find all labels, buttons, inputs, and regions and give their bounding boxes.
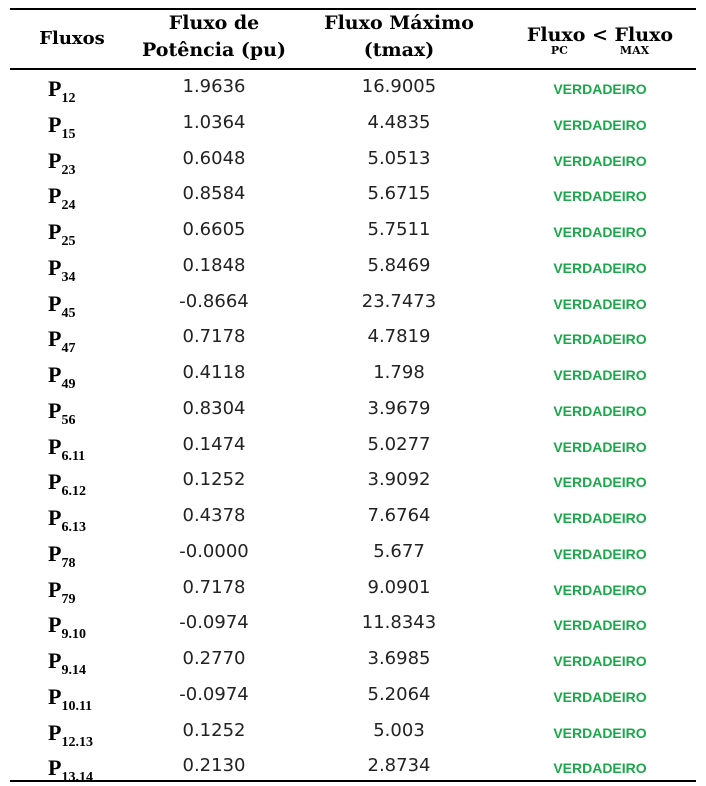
flow-label bbox=[48, 684, 92, 715]
max-flow-value: 9.0901 bbox=[367, 576, 431, 598]
flow-label bbox=[48, 469, 86, 500]
max-flow-value: 4.7819 bbox=[367, 326, 431, 348]
flow-label bbox=[48, 720, 93, 751]
table-row bbox=[10, 177, 696, 213]
table-row bbox=[10, 142, 696, 178]
table-row bbox=[10, 70, 696, 106]
flow-label-base: P bbox=[48, 683, 62, 709]
flow-label bbox=[48, 362, 75, 393]
max-flow-value: 23.7473 bbox=[361, 290, 437, 312]
power-flow-value: -0.0974 bbox=[179, 612, 249, 634]
table-row bbox=[10, 106, 696, 142]
max-flow-value: 5.8469 bbox=[367, 254, 431, 276]
flow-label-subscript: 9.10 bbox=[61, 627, 86, 643]
max-flow-value: 3.6985 bbox=[367, 648, 431, 669]
header-fluxo-potencia-line2: Potência (pu) bbox=[142, 39, 286, 61]
header-fluxo-maximo-line2: (tmax) bbox=[363, 39, 435, 61]
flow-label-base: P bbox=[48, 326, 62, 352]
comparison-result: VERDADEIRO bbox=[553, 510, 647, 526]
comparison-result: VERDADEIRO bbox=[553, 653, 647, 669]
max-flow-value: 5.0513 bbox=[367, 147, 431, 169]
flow-label bbox=[48, 255, 75, 286]
flow-label-subscript: 9.14 bbox=[61, 663, 86, 678]
header-comparison bbox=[504, 10, 696, 68]
flow-label-subscript: 78 bbox=[61, 555, 76, 571]
header-comparison-subscripts bbox=[504, 46, 696, 56]
flow-label bbox=[48, 112, 75, 143]
max-flow-value: 5.003 bbox=[373, 719, 425, 741]
comparison-result: VERDADEIRO bbox=[553, 116, 647, 133]
power-flow-value: -0.0000 bbox=[179, 540, 249, 562]
table-row bbox=[10, 392, 696, 428]
flow-label-base: P bbox=[48, 576, 62, 602]
flow-label-subscript: 79 bbox=[61, 591, 76, 607]
table-row bbox=[10, 714, 696, 750]
comparison-result: VERDADEIRO bbox=[553, 617, 647, 634]
flow-label-base: P bbox=[48, 433, 62, 459]
table-row bbox=[10, 320, 696, 356]
power-flow-value: -0.8664 bbox=[179, 290, 249, 312]
flow-label bbox=[48, 148, 75, 179]
flow-label bbox=[48, 612, 86, 643]
flow-label-subscript: 24 bbox=[61, 198, 76, 214]
flow-label-base: P bbox=[48, 612, 62, 638]
max-flow-value: 16.9005 bbox=[361, 76, 437, 97]
header-fluxo-potencia-line1: Fluxo de bbox=[168, 12, 260, 34]
header-fluxo-potencia bbox=[134, 10, 294, 68]
comparison-result: VERDADEIRO bbox=[553, 188, 647, 205]
power-flow-value: 0.8584 bbox=[182, 183, 246, 205]
comparison-result: VERDADEIRO bbox=[553, 152, 647, 169]
table-row bbox=[10, 499, 696, 535]
power-flow-value: 0.1848 bbox=[182, 254, 246, 276]
flow-label-base: P bbox=[48, 111, 62, 137]
flow-label-subscript: 6.11 bbox=[61, 448, 86, 464]
max-flow-value: 11.8343 bbox=[361, 612, 437, 634]
flow-label bbox=[48, 183, 75, 214]
power-flow-value: -0.0974 bbox=[179, 683, 249, 705]
table-row bbox=[10, 642, 696, 678]
flow-label-base: P bbox=[48, 254, 62, 280]
flow-label-base: P bbox=[48, 397, 62, 423]
power-flow-value: 0.7178 bbox=[182, 576, 246, 598]
table-row bbox=[10, 678, 696, 714]
flow-label bbox=[48, 219, 75, 250]
comparison-result: VERDADEIRO bbox=[553, 295, 647, 312]
flow-label-base: P bbox=[48, 469, 62, 495]
flow-label-base: P bbox=[48, 648, 62, 673]
table-row bbox=[10, 285, 696, 321]
flow-label-subscript: 23 bbox=[61, 162, 76, 178]
comparison-result: VERDADEIRO bbox=[553, 81, 647, 97]
comparison-result: VERDADEIRO bbox=[553, 760, 647, 777]
max-flow-value: 5.2064 bbox=[367, 683, 431, 705]
flow-label-base: P bbox=[48, 755, 62, 781]
comparison-result: VERDADEIRO bbox=[553, 438, 647, 455]
max-flow-value: 7.6764 bbox=[367, 505, 431, 526]
flow-label-base: P bbox=[48, 219, 62, 244]
table-row bbox=[10, 356, 696, 392]
table-row bbox=[10, 428, 696, 464]
flow-label bbox=[48, 541, 75, 572]
header-sub-pc: PC bbox=[550, 44, 568, 57]
table-row bbox=[10, 535, 696, 571]
max-flow-value: 3.9092 bbox=[367, 469, 431, 491]
flow-label-base: P bbox=[48, 719, 62, 745]
power-flow-value: 1.0364 bbox=[182, 111, 246, 133]
power-flow-value: 0.2130 bbox=[182, 755, 246, 777]
flow-label-base: P bbox=[48, 362, 62, 387]
flow-label-subscript: 47 bbox=[61, 341, 76, 357]
flow-label-base: P bbox=[48, 183, 62, 209]
table-row bbox=[10, 606, 696, 642]
table-row bbox=[10, 571, 696, 607]
table-row bbox=[10, 463, 696, 499]
header-comparison-line1: Fluxo < Fluxo bbox=[526, 24, 674, 46]
header-fluxos: Fluxos bbox=[39, 28, 105, 49]
max-flow-value: 5.7511 bbox=[367, 219, 431, 240]
max-flow-value: 4.4835 bbox=[367, 111, 431, 133]
max-flow-value: 2.8734 bbox=[367, 755, 431, 777]
power-flow-value: 0.6605 bbox=[182, 219, 246, 240]
comparison-result: VERDADEIRO bbox=[553, 474, 647, 491]
flow-label bbox=[48, 648, 86, 679]
comparison-result: VERDADEIRO bbox=[553, 367, 647, 383]
header-fluxo-maximo bbox=[294, 10, 504, 68]
flow-label-subscript: 6.12 bbox=[61, 484, 86, 500]
table-row bbox=[10, 213, 696, 249]
flow-label-base: P bbox=[48, 76, 62, 101]
comparison-result: VERDADEIRO bbox=[553, 545, 647, 562]
flow-label bbox=[48, 398, 75, 429]
flow-label-subscript: 12 bbox=[61, 91, 76, 106]
power-flow-value: 0.4118 bbox=[182, 362, 246, 383]
flow-label bbox=[48, 76, 75, 107]
flow-label-subscript: 10.11 bbox=[61, 698, 93, 714]
max-flow-value: 5.0277 bbox=[367, 433, 431, 455]
flow-label-subscript: 45 bbox=[61, 305, 76, 321]
max-flow-value: 3.9679 bbox=[367, 397, 431, 419]
comparison-result: VERDADEIRO bbox=[553, 224, 647, 240]
flow-label-base: P bbox=[48, 505, 62, 530]
flow-label-subscript: 25 bbox=[61, 234, 76, 249]
comparison-result: VERDADEIRO bbox=[553, 688, 647, 705]
power-flow-value: 0.4378 bbox=[182, 505, 246, 526]
max-flow-value: 5.6715 bbox=[367, 183, 431, 205]
comparison-result: VERDADEIRO bbox=[553, 581, 647, 598]
flow-label bbox=[48, 326, 75, 357]
flow-label-subscript: 13.14 bbox=[61, 770, 93, 786]
flow-label bbox=[48, 434, 85, 465]
comparison-result: VERDADEIRO bbox=[553, 402, 647, 419]
comparison-result: VERDADEIRO bbox=[553, 259, 647, 276]
flow-label-subscript: 56 bbox=[61, 412, 76, 428]
flow-label bbox=[48, 505, 86, 536]
header-fluxo-maximo-line1: Fluxo Máximo bbox=[324, 12, 474, 34]
flow-label bbox=[48, 577, 75, 608]
flow-label-base: P bbox=[48, 540, 62, 566]
table-body bbox=[10, 70, 696, 785]
flow-label-subscript: 15 bbox=[61, 126, 76, 142]
flow-label-subscript: 34 bbox=[61, 269, 76, 285]
flow-label-base: P bbox=[48, 290, 62, 316]
max-flow-value: 1.798 bbox=[373, 362, 425, 383]
max-flow-value: 5.677 bbox=[373, 540, 425, 562]
power-flow-value: 0.8304 bbox=[182, 397, 246, 419]
power-flow-value: 0.1252 bbox=[182, 719, 246, 741]
comparison-result: VERDADEIRO bbox=[553, 724, 647, 741]
power-flow-value: 0.2770 bbox=[182, 648, 246, 669]
table-bottom-rule bbox=[10, 780, 696, 782]
flow-label-base: P bbox=[48, 147, 62, 173]
power-flow-value: 0.1252 bbox=[182, 469, 246, 491]
power-flow-value: 1.9636 bbox=[182, 76, 246, 97]
power-flow-value: 0.7178 bbox=[182, 326, 246, 348]
power-flow-value: 0.6048 bbox=[182, 147, 246, 169]
power-flow-value: 0.1474 bbox=[182, 433, 246, 455]
flow-label-subscript: 6.13 bbox=[61, 520, 86, 535]
flow-label-subscript: 49 bbox=[61, 377, 76, 392]
header-sub-max: MAX bbox=[619, 44, 650, 57]
flow-label bbox=[48, 291, 75, 322]
flow-label-subscript: 12.13 bbox=[61, 734, 93, 750]
comparison-result: VERDADEIRO bbox=[553, 331, 647, 348]
table-row bbox=[10, 249, 696, 285]
